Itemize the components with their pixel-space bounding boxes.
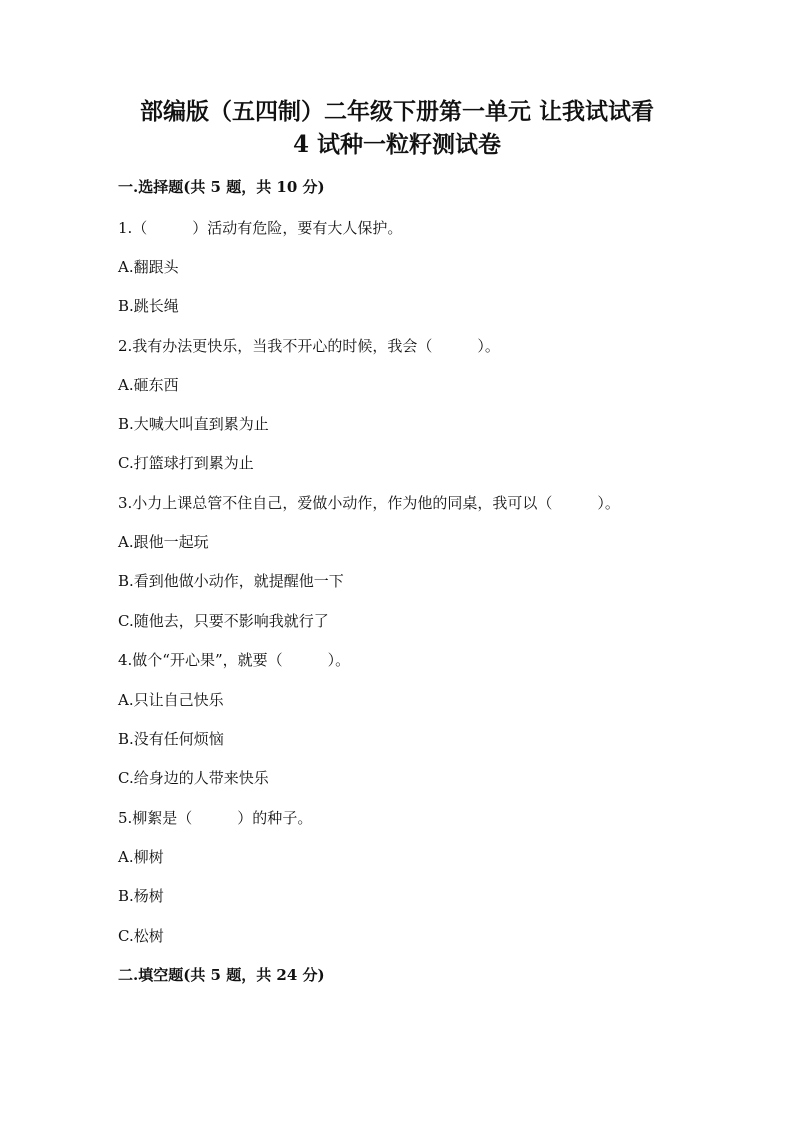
question-option: C.随他去，只要不影响我就行了 (118, 612, 329, 630)
question-stem: 3.小力上课总管不住自己，爱做小动作，作为他的同桌，我可以（ ）。 (118, 494, 620, 512)
section-heading-fill: 二.填空题(共 5 题，共 24 分) (118, 966, 325, 984)
question-option: C.给身边的人带来快乐 (118, 769, 269, 787)
question-option: A.砸东西 (118, 376, 179, 394)
question-option: B.大喊大叫直到累为止 (118, 415, 269, 433)
question-option: C.松树 (118, 927, 164, 945)
question-option: A.柳树 (118, 848, 164, 866)
question-option: B.看到他做小动作，就提醒他一下 (118, 572, 344, 590)
section-heading-choice: 一.选择题(共 5 题，共 10 分) (118, 178, 325, 196)
question-option: B.杨树 (118, 887, 164, 905)
document-title-line2: 4 试种一粒籽测试卷 (292, 131, 501, 158)
document-title-line1: 部编版（五四制）二年级下册第一单元 让我试试看 (139, 98, 654, 125)
question-option: A.只让自己快乐 (118, 691, 224, 709)
question-option: B.跳长绳 (118, 297, 179, 315)
question-option: A.翻跟头 (118, 258, 179, 276)
question-option: C.打篮球打到累为止 (118, 454, 254, 472)
question-stem: 4.做个“开心果”，就要（ ）。 (118, 651, 351, 669)
question-option: B.没有任何烦恼 (118, 730, 224, 748)
question-stem: 2.我有办法更快乐，当我不开心的时候，我会（ ）。 (118, 337, 500, 355)
question-option: A.跟他一起玩 (118, 533, 209, 551)
question-stem: 5.柳絮是（ ）的种子。 (118, 809, 313, 827)
question-stem: 1.（ ）活动有危险，要有大人保护。 (118, 219, 403, 237)
